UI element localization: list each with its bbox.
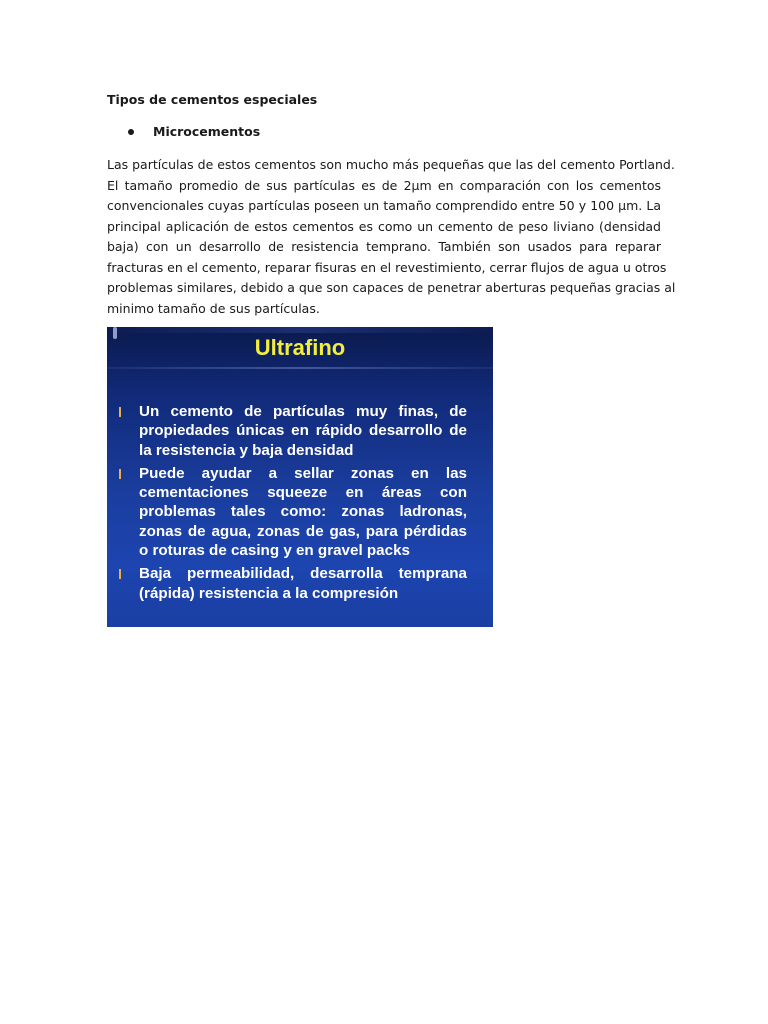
paragraph-line: baja) con un desarrollo de resistencia temprano. También son usados para reparar (107, 239, 661, 254)
body-paragraph (107, 155, 676, 319)
slide-bullet-marker-icon (119, 407, 121, 417)
bullet-label: Microcementos (153, 124, 261, 139)
bullet-item-microcementos (128, 124, 260, 139)
slide-image-ultrafino (107, 327, 493, 627)
slide-divider (107, 367, 493, 369)
slide-item-line: Baja permeabilidad, desarrolla temprana (139, 565, 467, 583)
slide-bullet-item (119, 402, 467, 460)
slide-item-line: zonas de agua, zonas de gas, para pérdidas (139, 522, 467, 540)
slide-title: Ultrafino (254, 335, 346, 360)
paragraph-line: Las partículas de estos cementos son mucho más pequeñas que las del cemento Portland. (107, 157, 675, 172)
bullet-dot-icon (128, 129, 134, 135)
slide-bullet-marker-icon (119, 569, 121, 579)
slide-item-line: cementaciones squeeze en áreas con (139, 484, 467, 502)
slide-item-line: problemas tales como: zonas ladronas, (139, 503, 467, 521)
paragraph-line: convencionales cuyas partículas poseen un tamaño comprendido entre 50 y 100 µm. La (107, 198, 661, 213)
slide-item-line: la resistencia y baja densidad (139, 441, 354, 459)
slide-bullet-item (119, 564, 467, 603)
slide-item-line: Un cemento de partículas muy finas, de (139, 403, 467, 420)
slide-top-strip (107, 327, 493, 333)
slide-item-line: (rápida) resistencia a la compresión (139, 584, 399, 602)
paragraph-line: problemas similares, debido a que son capaces de penetrar aberturas pequeñas gracias al (107, 280, 676, 295)
slide-item-line: Puede ayudar a sellar zonas en las (139, 464, 467, 482)
paragraph-line: El tamaño promedio de sus partículas es de 2µm en comparación con los cementos (107, 177, 661, 193)
paragraph-line: principal aplicación de estos cementos es como un cemento de peso liviano (densidad (107, 218, 661, 234)
paragraph-line: minimo tamaño de sus partículas. (107, 300, 320, 316)
slide-bullet-list (119, 402, 467, 607)
slide-item-line: o roturas de casing y en gravel packs (139, 542, 410, 560)
paragraph-line: fracturas en el cemento, reparar fisuras en el revestimiento, cerrar flujos de agua u otros (107, 259, 667, 275)
slide-bullet-item (119, 464, 467, 560)
slide-item-line: propiedades únicas en rápido desarrollo de (139, 422, 467, 440)
slide-bullet-marker-icon (119, 469, 121, 479)
section-heading: Tipos de cementos especiales (107, 92, 318, 107)
